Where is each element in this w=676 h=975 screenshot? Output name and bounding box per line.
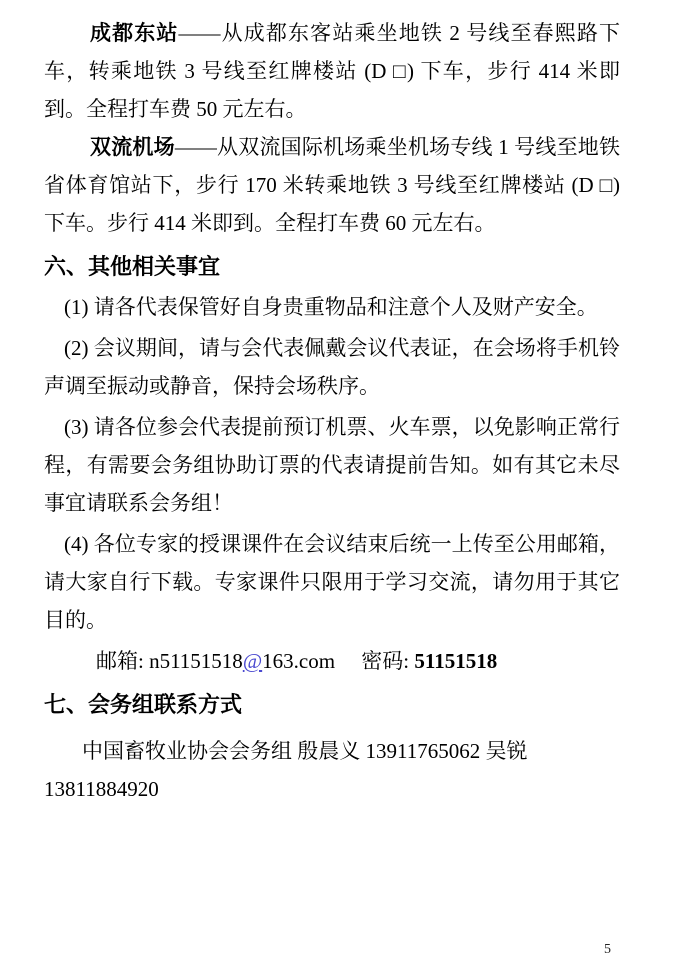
list-item-4 xyxy=(44,525,620,639)
contact-line-run-0: 中国畜牧业协会会务组 殷晨义 13911765062 吴锐 13811884920 xyxy=(44,739,528,801)
page-number: 5 xyxy=(604,942,611,957)
para-shuangliu-airport xyxy=(44,128,620,242)
heading-section-6 xyxy=(44,248,620,286)
email-credentials-line-run-0: 邮箱: n51151518 xyxy=(96,649,243,673)
email-credentials-line-run-3: 密码: xyxy=(335,649,415,673)
para-chengdu-east-station-run-0: 成都东站 xyxy=(90,21,179,45)
email-credentials-line-run-2: 163.com xyxy=(262,649,336,673)
email-credentials-line xyxy=(44,642,620,680)
list-item-2 xyxy=(44,329,620,405)
list-item-2-run-0: (2) 会议期间，请与会代表佩戴会议代表证，在会场将手机铃声调至振动或静音，保持会场秩序。 xyxy=(44,336,620,398)
para-shuangliu-airport-run-0: 双流机场 xyxy=(90,135,175,159)
list-item-4-run-0: (4) 各位专家的授课课件在会议结束后统一上传至公用邮箱，请大家自行下载。专家课件只限用于学习交流，请勿用于其它目的。 xyxy=(44,532,620,632)
list-item-3 xyxy=(44,408,620,522)
heading-section-6-run-0: 六、其他相关事宜 xyxy=(44,254,221,279)
document-body xyxy=(44,14,620,808)
para-chengdu-east-station xyxy=(44,14,620,128)
email-credentials-line-run-4: 51151518 xyxy=(414,649,498,673)
heading-section-7-run-0: 七、会务组联系方式 xyxy=(44,692,243,717)
para-chengdu-east-station-run-1: ——从成都东客站乘坐地铁 2 号线至春熙路下车，转乘地铁 3 号线至红牌楼站 (D □) 下车，步行 414 米即到。全程打车费 50 元左右。 xyxy=(44,21,621,121)
heading-section-7 xyxy=(44,686,620,724)
contact-line xyxy=(44,732,620,808)
list-item-1-run-0: (1) 请各代表保管好自身贵重物品和注意个人及财产安全。 xyxy=(64,295,598,319)
list-item-3-run-0: (3) 请各位参会代表提前预订机票、火车票，以免影响正常行程，有需要会务组协助订票的代表请提前告知。如有其它未尽事宜请联系会务组！ xyxy=(44,415,620,515)
list-item-1 xyxy=(44,288,620,326)
email-at-link[interactable]: @ xyxy=(242,649,263,673)
para-shuangliu-airport-run-1: ——从双流国际机场乘坐机场专线 1 号线至地铁省体育馆站下，步行 170 米转乘地铁 3 号线至红牌楼站 (D □) 下车。步行 414 米即到。全程打车费 60 元左右。 xyxy=(44,135,621,235)
